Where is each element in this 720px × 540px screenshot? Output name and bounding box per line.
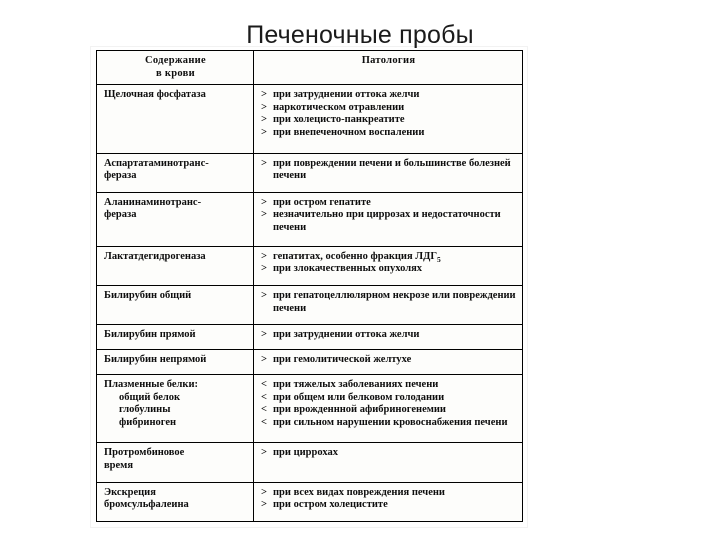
pathology-finding-text: при циррохах — [273, 447, 338, 459]
pathology-finding-text: при всех видах повреждения печени — [273, 486, 445, 498]
table-row — [97, 374, 523, 442]
pathology-finding — [261, 417, 516, 430]
table-row — [97, 246, 523, 285]
pathology-finding-text: при затруднении оттока желчи — [273, 89, 420, 101]
pathology-finding — [261, 251, 516, 264]
pathology-finding — [261, 209, 516, 234]
cell-pathology — [254, 374, 523, 442]
analyte-subline: глобулины — [119, 404, 171, 416]
analyte-subline: общий белок — [119, 391, 181, 403]
analyte-line: Билирубин общий — [104, 289, 192, 301]
table-row — [97, 285, 523, 324]
pathology-finding-text: при злокачественных опухолях — [273, 263, 423, 275]
increase-marker-icon: > — [261, 157, 267, 169]
pathology-finding — [261, 89, 516, 102]
analyte-line: Щелочная фосфатаза — [104, 89, 206, 101]
slide-title-clip — [0, 0, 720, 50]
increase-marker-icon: > — [261, 486, 267, 498]
analyte-line: фераза — [104, 170, 137, 182]
pathology-finding — [261, 447, 516, 460]
cell-pathology — [254, 482, 523, 521]
table-row — [97, 443, 523, 482]
increase-marker-icon: > — [261, 114, 267, 126]
pathology-finding — [261, 392, 516, 405]
column-header-analyte-line2: в крови — [156, 67, 195, 79]
decrease-marker-icon: < — [261, 404, 267, 416]
liver-function-tests-table — [96, 50, 523, 522]
increase-marker-icon: > — [261, 101, 267, 113]
pathology-finding-subscript: 5 — [437, 254, 441, 264]
pathology-finding — [261, 329, 516, 342]
pathology-finding — [261, 404, 516, 417]
increase-marker-icon: > — [261, 209, 267, 221]
pathology-finding-text: гепатитах, особенно фракция ЛДГ — [273, 250, 438, 262]
pathology-finding — [261, 127, 516, 140]
pathology-finding-text: при тяжелых заболеваниях печени — [273, 378, 439, 390]
increase-marker-icon: > — [261, 89, 267, 101]
cell-analyte — [97, 443, 254, 482]
analyte-line: Билирубин прямой — [104, 329, 196, 341]
cell-pathology — [254, 443, 523, 482]
cell-pathology — [254, 350, 523, 375]
cell-analyte — [97, 325, 254, 350]
increase-marker-icon: > — [261, 329, 267, 341]
table-row — [97, 350, 523, 375]
analyte-line: Плазменные белки: — [104, 378, 199, 390]
analyte-line: Протромбиновое — [104, 447, 185, 459]
pathology-finding-text: незначительно при циррозах и недостаточности печени — [273, 209, 501, 234]
table-row — [97, 325, 523, 350]
increase-marker-icon: > — [261, 126, 267, 138]
pathology-finding — [261, 114, 516, 127]
pathology-finding-text: при остром гепатите — [273, 196, 371, 208]
pathology-finding-text: при гепатоцеллюлярном некрозе или повреждении печени — [273, 289, 516, 314]
pathology-finding-text: при врожденнной афибриногенемии — [273, 404, 446, 416]
increase-marker-icon: > — [261, 354, 267, 366]
pathology-finding-text: при затруднении оттока желчи — [273, 329, 420, 341]
cell-analyte — [97, 285, 254, 324]
cell-pathology — [254, 285, 523, 324]
pathology-finding — [261, 102, 516, 115]
analyte-line: Экскреция — [104, 486, 156, 498]
table-row — [97, 85, 523, 153]
cell-analyte — [97, 192, 254, 246]
pathology-finding — [261, 263, 516, 276]
table-header — [97, 51, 523, 85]
pathology-finding — [261, 290, 516, 315]
pathology-finding-text: при остром холецистите — [273, 499, 388, 511]
table-body — [97, 85, 523, 522]
pathology-finding-text: при внепеченочном воспалении — [273, 126, 425, 138]
cell-pathology — [254, 192, 523, 246]
cell-analyte — [97, 85, 254, 153]
pathology-finding-text: при сильном нарушении кровоснабжения печени — [273, 416, 508, 428]
pathology-finding — [261, 487, 516, 500]
increase-marker-icon: > — [261, 499, 267, 511]
table-row — [97, 153, 523, 192]
analyte-line: время — [104, 459, 134, 471]
increase-marker-icon: > — [261, 447, 267, 459]
pathology-finding-text: при гемолитической желтухе — [273, 354, 412, 366]
increase-marker-icon: > — [261, 250, 267, 262]
table-row — [97, 192, 523, 246]
pathology-finding — [261, 379, 516, 392]
decrease-marker-icon: < — [261, 391, 267, 403]
pathology-finding — [261, 197, 516, 210]
page-title: Печеночные пробы — [246, 21, 474, 49]
pathology-finding-text: при повреждении печени и большинстве болезней печени — [273, 157, 511, 182]
table-header-row — [97, 51, 523, 85]
liver-tests-table-figure — [96, 50, 522, 522]
analyte-line: Аланинаминотранс- — [104, 196, 202, 208]
increase-marker-icon: > — [261, 263, 267, 275]
pathology-finding — [261, 499, 516, 512]
cell-pathology — [254, 325, 523, 350]
cell-pathology — [254, 153, 523, 192]
pathology-finding-text: наркотическом отравлении — [273, 101, 405, 113]
cell-pathology — [254, 246, 523, 285]
pathology-finding-text: при общем или белковом голодании — [273, 391, 445, 403]
cell-analyte — [97, 153, 254, 192]
analyte-subline: фибриноген — [119, 416, 177, 428]
increase-marker-icon: > — [261, 196, 267, 208]
cell-analyte — [97, 246, 254, 285]
cell-analyte — [97, 350, 254, 375]
table-row — [97, 482, 523, 521]
analyte-line: фераза — [104, 209, 137, 221]
analyte-line: бромсульфалеина — [104, 499, 189, 511]
pathology-finding — [261, 158, 516, 183]
pathology-finding-text: при холецисто-панкреатите — [273, 114, 405, 126]
analyte-line: Билирубин непрямой — [104, 354, 207, 366]
column-header-pathology: Патология — [254, 51, 523, 85]
analyte-line: Лактатдегидрогеназа — [104, 250, 206, 262]
increase-marker-icon: > — [261, 289, 267, 301]
cell-pathology — [254, 85, 523, 153]
column-header-analyte-line1: Содержание — [145, 55, 206, 66]
analyte-line: Аспартатаминотранс- — [104, 157, 209, 169]
decrease-marker-icon: < — [261, 378, 267, 390]
cell-analyte — [97, 482, 254, 521]
decrease-marker-icon: < — [261, 416, 267, 428]
column-header-analyte — [97, 51, 254, 85]
cell-analyte — [97, 374, 254, 442]
pathology-finding — [261, 354, 516, 367]
